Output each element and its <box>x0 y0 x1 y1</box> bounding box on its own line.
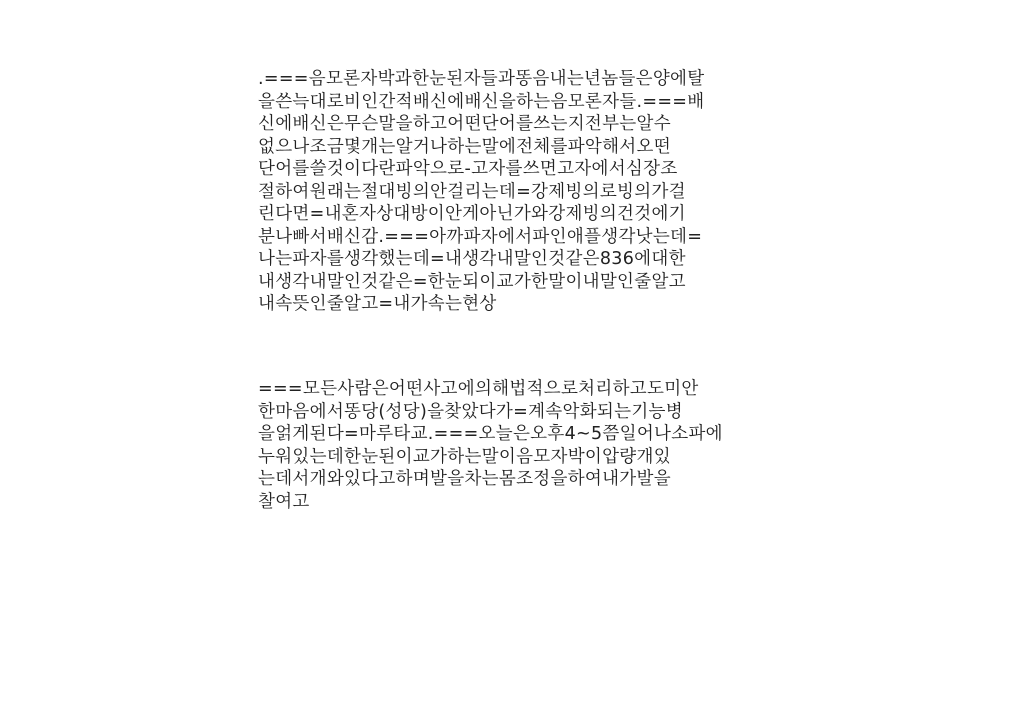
text-line: .===음모론자박과한눈된자들과똥음내는년놈들은양에탈 <box>258 69 705 89</box>
paragraph-2 <box>258 378 778 513</box>
text-line: 나는파자를생각했는데=내생각내말인것같은836에대한 <box>258 249 686 269</box>
text-line: 누워있는데한눈된이교가하는말이음모자박이압량개있 <box>258 446 671 467</box>
text-line: 절하여원래는절대빙의안걸리는데=강제빙의로빙의가걸 <box>258 181 686 202</box>
text-line: 한마음에서똥당(성당)을찾았다가=계속악화되는기능병 <box>258 401 683 422</box>
text-line: 분나빠서배신감.===아까파자에서파인애플생각낫는데= <box>258 226 703 247</box>
text-line: ===모든사람은어떤사고에의해법적으로처리하고도미안 <box>258 379 699 399</box>
text-line: 내생각내말인것같은=한눈되이교가한말이내말인줄알고 <box>258 271 686 292</box>
text-line: 신에배신은무슨말을하고어떤단어를쓰는지전부는알수 <box>258 114 671 134</box>
text-line: 단어를쓸것이다란파악으로-고자를쓰면고자에서심장조 <box>258 159 678 179</box>
text-line: 찰여고 <box>258 491 310 512</box>
text-line: 내속뜻인줄알고=내가속는현상 <box>258 294 497 314</box>
text-line: 을얽게된다=마루타교.===오늘은오후4~5쯤일어나소파에 <box>258 424 723 444</box>
paragraph-1 <box>258 68 778 316</box>
text-line: 는데서개와있다고하며발을차는몸조정을하여내가발을 <box>258 469 671 489</box>
text-line: 없으나조금몇개는알거나하는말에전체를파악해서오떤 <box>258 136 671 157</box>
text-line: 린다면=내혼자상대방이안게아닌가와강제빙의건것에기 <box>258 204 686 224</box>
text-line: 을쓴늑대로비인간적배신에배신을하는음모론자들.===배 <box>258 91 705 112</box>
